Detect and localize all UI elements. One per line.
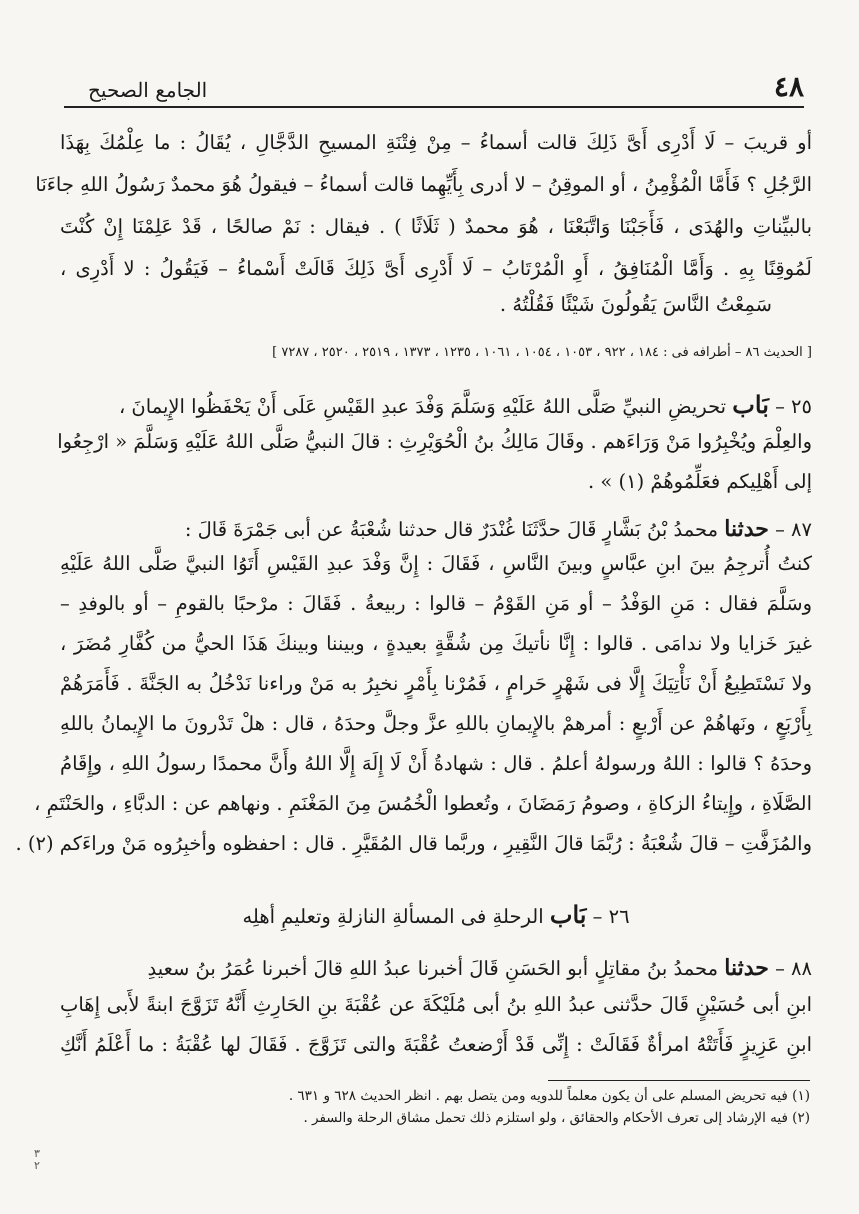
footnotes	[160, 1088, 810, 1132]
text-line: وحدَهُ ؟ قالوا : اللهُ ورسولهُ أعلمُ . قال : شهادةُ أَنْ لَا إِلَهَ إِلَّا اللهُ وأَنَّ محمدًا رسولُ اللهِ ، وإِقَامُ	[60, 752, 812, 775]
hadith-87-opening	[60, 516, 812, 540]
chapter-number: ٢٥ –	[775, 395, 812, 418]
text-line: الصَّلَاةِ ، وإِيتاءُ الزكاةِ ، وصومُ رَمَضَانَ ، وتُعطوا الْخُمُسَ مِنَ المَغْنَمِ . ونهاهم عن : الدبَّاءِ ، والحَنْتَمِ ،	[34, 792, 812, 815]
text-line: وسَلَّمَ فقال : مَنِ الوَفْدُ – أو مَنِ القَوْمُ – قالوا : ربيعةُ . فَقَالَ : مرْحبًا بالقومِ – أو بالوفدِ –	[60, 592, 812, 615]
hadith-86-continuation	[35, 131, 812, 317]
hadith-87	[15, 516, 812, 856]
text-line: والعِلْمَ ويُخْبِرُوا مَنْ وَرَاءَهم . وقَالَ مَالِكُ بنُ الْحُوَيْرِثِ : قالَ النبيُّ صَلَّى اللهُ عَلَيْهِ وَسَلَّمَ « ارْجِعُوا	[57, 430, 812, 453]
footnote: (١) فيه تحريض المسلم على أن يكون معلماً للدويه ومن يتصل بهم . انظر الحديث ٦٢٨ و ٦٣١ .	[288, 1088, 810, 1104]
text-line: بِأَرْبَعٍ ، ونَهاهُمْ عن أَرْبعٍ : أمرهمْ بالإِيمانِ باللهِ عزَّ وجلَّ وحدَهُ ، قال : هلْ تَدْرونَ ما الإِيمانُ باللهِ	[60, 712, 812, 735]
hadith-number: ٨٨ –	[775, 957, 812, 980]
haddathana-label: حدثنا	[724, 955, 769, 981]
chapter-25	[57, 390, 812, 494]
isnad-text: محمدُ بْنُ بَشَّارٍ قَالَ حدَّثَنَا غُنْدَرٌ قال حدثنا شُعْبَةُ عن أبى جَمْرَةَ قَالَ :	[184, 518, 719, 541]
hadith-88	[60, 955, 812, 1057]
footnote: (٢) فيه الإرشاد إلى تعرف الأحكام والحقائق ، ولو استلزم ذلك تحمل مشاق الرحلة والسفر .	[303, 1110, 810, 1126]
text-line: لَمُوقِنًا بِهِ . وَأَمَّا الْمُنَافِقُ ، أَوِ الْمُرْتَابُ – لَا أَدْرِى أَىَّ ذَلِكَ قَالَتْ أَسْماءُ – فَيَقُولُ : لا أَدْرِى ،	[60, 257, 812, 280]
bab-label: بَاب	[549, 900, 587, 929]
chapter-26	[60, 900, 812, 929]
isnad-text: محمدُ بنُ مقاتِلٍ أبو الحَسَنِ قَالَ أخبرنا عبدُ اللهِ قالَ أخبرنا عُمَرُ بنُ سعيدِ	[147, 957, 719, 980]
text-line: الرَّجُلِ ؟ فَأَمَّا الْمُؤْمِنُ ، أو الموقِنُ – لا أدرى بِأَيِّهِما قالت أسماءُ – فيقولُ هُوَ محمدٌ رَسُولُ اللهِ جاءَنَا	[35, 173, 812, 196]
text-line: غيرَ خَزايا ولا ندامَى . قالوا : إِنَّا نأتيكَ مِن شُقَّةٍ بعيدةٍ ، وبيننا وبينكَ هَذَا الحيُّ من كُفَّارِ مُضَرَ ،	[60, 632, 812, 655]
page-number: ٤٨	[773, 70, 804, 103]
margin-mark: ٣ ٢	[34, 1147, 40, 1173]
text-line: كنتُ أُترجِمُ بينَ ابنِ عبَّاسٍ وبينَ النَّاسِ ، فَقَالَ : إِنَّ وَفْدَ عبدِ القَيْسِ أَتَوُا النبيَّ صَلَّى اللهُ عَلَيْهِ	[60, 552, 812, 575]
footnote-divider	[548, 1080, 810, 1081]
text-line: ابنِ عَزِيزٍ فَأَتَتْهُ امرأةٌ فَقَالَتْ : إِنِّى قَدْ أَرْضعتُ عُقْبَةَ والتى تَزَوَّجَ . فَقَالَ لها عُقْبَةُ : ما أَعْلَمُ أَنَّكِ	[60, 1033, 812, 1056]
running-title: الجامع الصحيح	[88, 78, 208, 102]
page-header	[64, 72, 804, 108]
text-line: سَمِعْتُ النَّاسَ يَقُولُونَ شَيْئًا فَقُلْتُهُ .	[499, 293, 772, 316]
text-line: أو قريبَ – لَا أَدْرِى أَىَّ ذَلِكَ قالت أسماءُ – مِنْ فِتْنَةِ المسيحِ الدَّجَّالِ ، يُقَالُ : ما عِلْمُكَ بِهَذَا	[60, 131, 812, 154]
chapter-25-heading	[60, 390, 812, 419]
text-line: ولا نَسْتَطِيعُ أَنْ نَأْتِيَكَ إِلَّا فى شَهْرٍ حَرامٍ ، فَمُرْنا بِأَمْرٍ نخبِرُ به مَنْ وراءنا نَدْخُلُ به الجَنَّةَ . فَأَمَرَهُمْ	[60, 672, 812, 695]
text-line: والمُزَفَّتِ – قالَ شُعْبَةُ : رُبَّمَا قالَ النَّقِيرِ ، وربَّما قال المُقَيَّرِ . قال : احفظوه وأخبِرُوه مَنْ وراءَكم (٢) .	[15, 832, 812, 855]
hadith-86-reference: [ الحديث ٨٦ – أطرافه فى : ١٨٤ ، ٩٢٢ ، ١٠٥٣ ، ١٠٥٤ ، ١٠٦١ ، ١٢٣٥ ، ١٣٧٣ ، ٢٥١٩ ، ٢٥٢٠ ، ٧٢٨٧ ]	[272, 345, 812, 360]
hadith-88-opening	[60, 955, 812, 979]
chapter-26-heading	[60, 900, 812, 929]
text-line: بالبيِّناتِ والهُدَى ، فَأَجَبْنَا وَاتَّبَعْنَا ، هُوَ محمدٌ ( ثَلَاثًا ) . فيقال : نَمْ صالحًا ، قَدْ عَلِمْنَا إِنْ كُنْتَ	[60, 215, 812, 238]
chapter-title: الرحلةِ فى المسألةِ النازلةِ وتعليمِ أهلِه	[242, 905, 544, 928]
text-line: ابنِ أبى حُسَيْنٍ قَالَ حدَّثنى عبدُ اللهِ بنُ أبى مُلَيْكَةَ عن عُقْبَةَ بنِ الحَارِثِ أَنَّهُ تَزَوَّجَ ابنةً لأَبى إِهَابِ	[60, 993, 812, 1016]
chapter-number: ٢٦ –	[592, 905, 630, 928]
hadith-number: ٨٧ –	[775, 518, 812, 541]
chapter-title: تحريضِ النبيِّ صَلَّى اللهُ عَلَيْهِ وَسَلَّمَ وَفْدَ عبدِ القَيْسِ عَلَى أَنْ يَحْفَظُوا الإِيمانَ ،	[118, 395, 727, 418]
text-line: إلى أَهْلِيكم فعَلِّمُوهُمْ (١) » .	[587, 470, 812, 493]
haddathana-label: حدثنا	[724, 516, 769, 542]
bab-label: بَاب	[732, 390, 769, 419]
